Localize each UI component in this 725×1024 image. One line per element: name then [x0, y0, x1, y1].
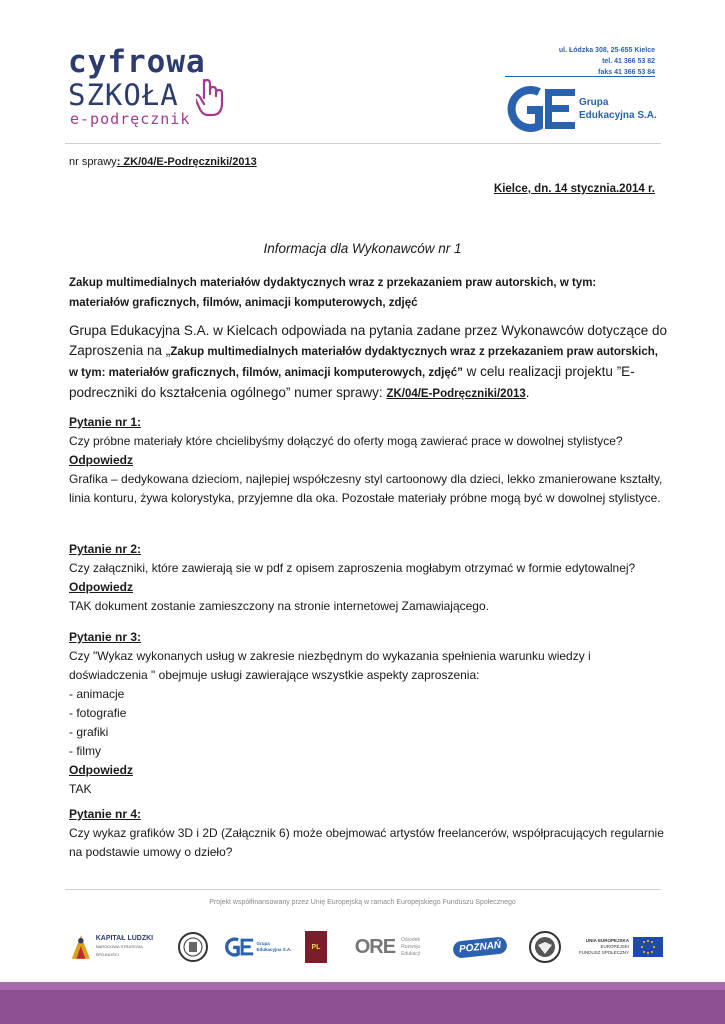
ge-footer-line-2: Edukacyjna S.A. [256, 947, 292, 952]
university-seal-logo [173, 925, 213, 969]
ore-line-2: Rozwoju [401, 943, 421, 950]
kapital-ludzki-icon [70, 932, 92, 962]
document-subject: Zakup multimedialnych materiałów dydaktycznych wraz z przekazaniem praw autorskich, w tym: materiałów graficznych, filmów, animacji komputerowych, zdjęć [69, 277, 597, 309]
poznan-mark: POZNAŃ [452, 936, 508, 959]
footer-divider [65, 889, 661, 890]
header-divider [65, 143, 661, 144]
answer-text: Grafika – dedykowana dzieciom, najlepiej współczesny styl cartoonowy dla dzieci, lekko zmanierowane kształty, linia konturu, żywa kolorystyka, przyjemne dla oka. Pozostałe materiały próbne mogą być w dowolnej stylistyce. [69, 472, 663, 505]
footer-band-highlight [0, 982, 725, 990]
intro-text-2: w celu realizacji projektu ”E-podreczniki do kształcenia ogólnego” numer sprawy: [69, 364, 635, 400]
answer-text: TAK [69, 782, 92, 796]
document-date: Kielce, dn. 14 stycznia.2014 r. [493, 183, 655, 195]
pointing-hand-icon [196, 78, 224, 118]
seal-icon [177, 931, 209, 963]
document-title: Informacja dla Wykonawców nr 1 [263, 241, 462, 256]
ge-company-name [579, 96, 657, 122]
contact-block [559, 45, 655, 78]
pl-crest-logo [303, 925, 329, 969]
eu-line-1: UNIA EUROPEJSKA [585, 938, 629, 943]
footer-ge-logo [223, 925, 293, 969]
question-label: Pytanie nr 3: [69, 630, 142, 644]
case-number-line [69, 156, 257, 168]
case-label: nr sprawy [69, 156, 117, 168]
ore-line-3: Edukacji [401, 950, 420, 957]
eagle-seal-icon [528, 930, 562, 964]
question-block-1 [69, 413, 669, 508]
question-block-4 [69, 805, 669, 862]
grupa-edukacyjna-logo [505, 86, 660, 132]
logo-line-3: e-podręcznik [70, 110, 191, 128]
case-number: : ZK/04/E-Podręczniki/2013 [116, 156, 257, 168]
question-text: Czy "Wykaz wykonanych usług w zakresie niezbędnym do wykazania spełnienia warunku wiedzy i doświadczenia " obejmuje usługi zawierające wszystkie aspekty zaproszenia: [69, 649, 591, 682]
contact-fax: faks 41 366 53 84 [598, 69, 655, 76]
question-block-3 [69, 628, 669, 799]
eagle-seal-logo [525, 925, 565, 969]
question-label: Pytanie nr 1: [69, 415, 142, 429]
answer-label: Odpowiedz [69, 453, 133, 467]
ore-mark: ORE [354, 935, 396, 958]
contact-divider [505, 76, 655, 77]
contact-phone: tel. 41 366 53 82 [602, 58, 655, 65]
kapital-line-2: NARODOWA STRATEGIA SPÓJNOŚCI [95, 944, 143, 957]
ore-logo [340, 925, 435, 969]
question-label: Pytanie nr 4: [69, 807, 142, 821]
intro-case-number: ZK/04/E-Podręczniki/2013 [386, 388, 526, 400]
question-label: Pytanie nr 2: [69, 542, 142, 556]
eu-line-3: FUNDUSZ SPOŁECZNY [578, 950, 629, 955]
footer-note: Projekt współfinansowany przez Unię Europejską w ramach Europejskiego Funduszu Społecznego [209, 899, 516, 906]
question-text: Czy załączniki, które zawierają sie w pdf z opisem zaproszenia mogłabym otrzymać w formie edytowalnej? [69, 561, 636, 575]
eu-flag-icon [633, 937, 663, 957]
list-item: - filmy [69, 744, 101, 758]
list-item: - animacje [69, 687, 125, 701]
ge-footer-line-1: Grupa [256, 941, 270, 946]
ge-name-line-1: Grupa [579, 97, 609, 108]
ge-name-line-2: Edukacyjna S.A. [579, 110, 657, 121]
intro-paragraph [69, 321, 669, 404]
list-item: - grafiki [69, 725, 109, 739]
ge-small-icon [224, 936, 254, 958]
answer-text: TAK dokument zostanie zamieszczony na stronie internetowej Zamawiającego. [69, 599, 489, 613]
poznan-logo [445, 925, 515, 969]
logo-line-1: cyfrowa [68, 44, 206, 80]
intro-bold: Zakup multimedialnych materiałów dydaktycznych wraz z przekazaniem praw autorskich, w tym: materiałów graficznych, filmów, animacji komputerowych, zdjęć” [69, 346, 658, 379]
kapital-ludzki-logo [70, 925, 160, 969]
kapital-line-1: KAPITAŁ LUDZKI [95, 935, 154, 942]
answer-label: Odpowiedz [69, 763, 133, 777]
eu-line-2: EUROPEJSKI [600, 944, 629, 949]
question-text: Czy próbne materiały które chcielibyśmy dołączyć do oferty mogą zawierać prace w dowolnej stylistyce? [69, 434, 623, 448]
intro-text-1: Grupa Edukacyjna S.A. w Kielcach odpowiada na pytania zadane przez Wykonawców dotyczące do Zaproszenia na „ [69, 323, 667, 358]
footer-logos [65, 925, 665, 975]
eu-logo [577, 925, 665, 969]
logo-line-2: SZKOŁA [68, 78, 179, 112]
question-block-2 [69, 540, 669, 616]
question-text: Czy wykaz grafików 3D i 2D (Załącznik 6) może obejmować artystów freelancerów, współpracujących regularnie na podstawie umowy o dzieło? [69, 826, 664, 859]
cyfrowa-szkola-logo [68, 44, 238, 130]
list-item: - fotografie [69, 706, 127, 720]
answer-label: Odpowiedz [69, 580, 133, 594]
ge-mark-icon [505, 86, 577, 132]
ore-line-1: Ośrodek [401, 936, 420, 943]
intro-end: . [525, 385, 530, 400]
contact-address: ul. Łódzka 308, 25-655 Kielce [558, 47, 655, 54]
pl-crest-mark: PL [305, 931, 327, 963]
